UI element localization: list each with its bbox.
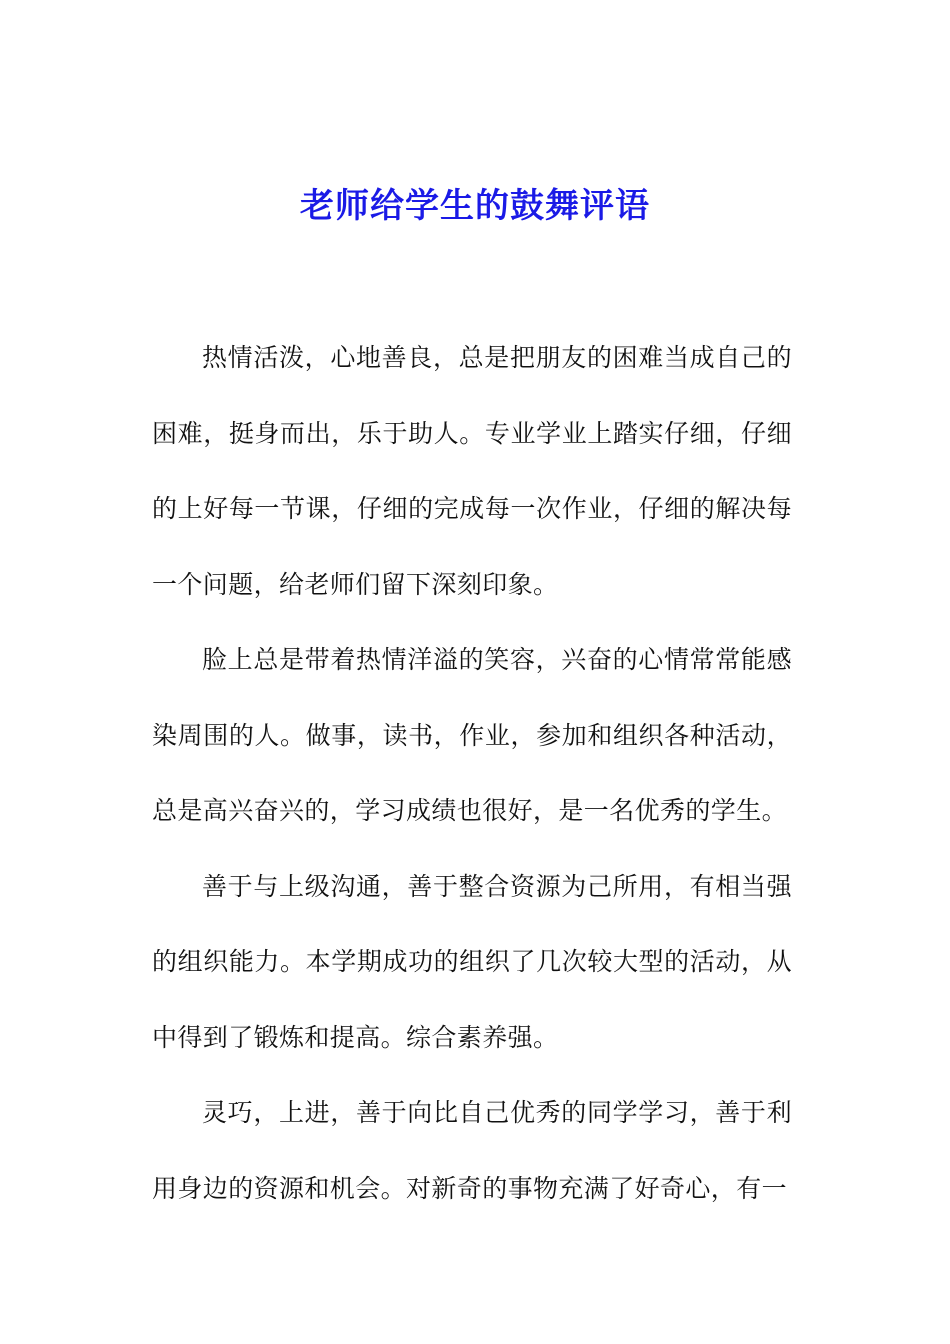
- document-body: [152, 320, 792, 1226]
- paragraph-4: 灵巧，上进，善于向比自己优秀的同学学习，善于利用身边的资源和机会。对新奇的事物充满了好奇心，有一: [152, 1098, 792, 1203]
- paragraph-3: 善于与上级沟通，善于整合资源为己所用，有相当强的组织能力。本学期成功的组织了几次较大型的活动，从中得到了锻炼和提高。综合素养强。: [152, 871, 792, 1052]
- document-title: 老师给学生的鼓舞评语: [300, 186, 650, 226]
- paragraph-1: 热情活泼，心地善良，总是把朋友的困难当成自己的困难，挺身而出，乐于助人。专业学业上踏实仔细，仔细的上好每一节课，仔细的完成每一次作业，仔细的解决每一个问题，给老师们留下深刻印象。: [152, 343, 792, 599]
- paragraph-2: 脸上总是带着热情洋溢的笑容，兴奋的心情常常能感染周围的人。做事，读书，作业，参加和组织各种活动，总是高兴奋兴的，学习成绩也很好，是一名优秀的学生。: [152, 645, 792, 825]
